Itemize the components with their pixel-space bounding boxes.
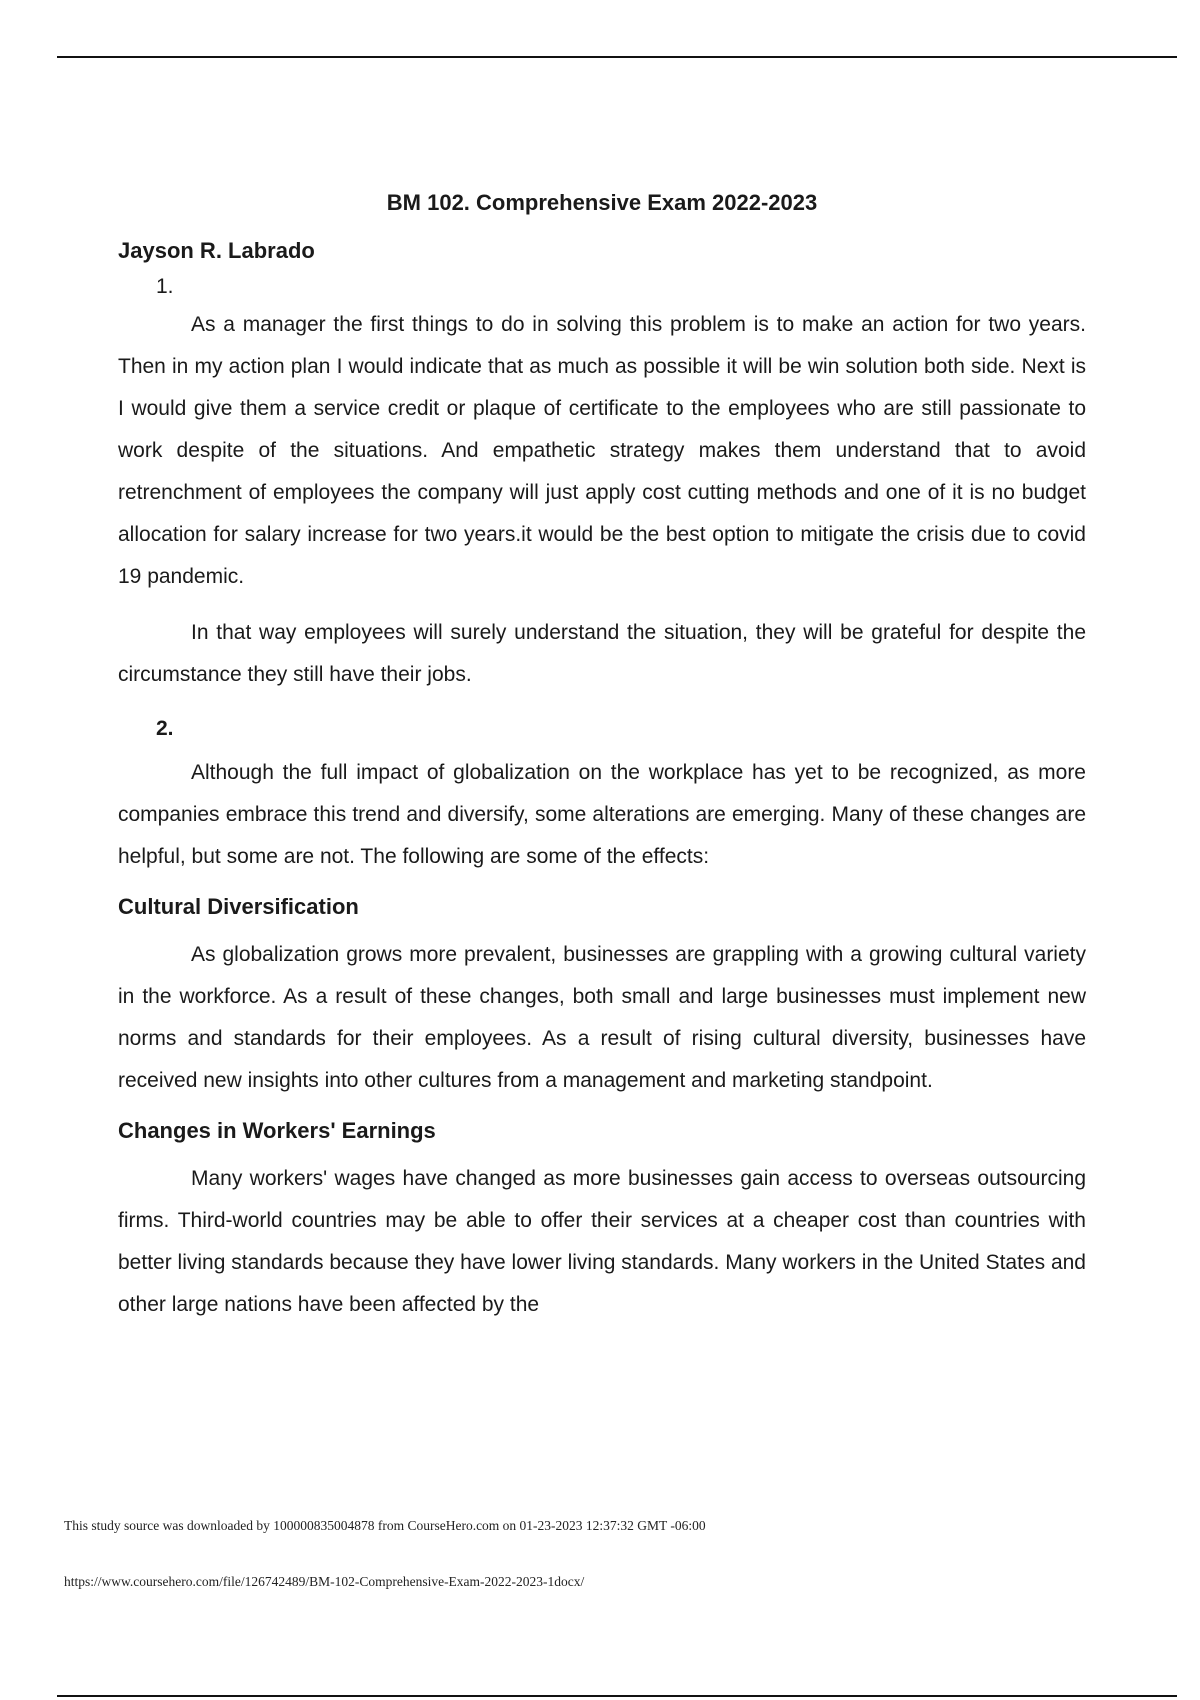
author-name: Jayson R. Labrado xyxy=(118,238,315,263)
document-title: BM 102. Comprehensive Exam 2022-2023 xyxy=(386,190,818,215)
item-2-number: 2. xyxy=(156,717,174,740)
item-1-number: 1. xyxy=(156,275,174,298)
section-text-cultural-diversification: As globalization grows more prevalent, businesses are grappling with a growing cultural variety in the workforce. As a result of these changes, both small and large businesses must implement new norms and standards for their employees. As a result of rising cultural diversity, businesses have received new insights into other cultures from a management and marketing standpoint. xyxy=(118,943,1086,1092)
download-source-note: This study source was downloaded by 100000835004878 from CourseHero.com on 01-23-2023 12:37:32 GMT -06:00 xyxy=(64,1518,706,1533)
document-page xyxy=(118,188,1086,1340)
item-2-intro: Although the full impact of globalization on the workplace has yet to be recognized, as more companies embrace this trend and diversify, some alterations are emerging. Many of these changes are helpful, but some are not. The following are some of the effects: xyxy=(118,761,1086,868)
section-heading-workers-earnings: Changes in Workers' Earnings xyxy=(118,1118,436,1143)
item-1-paragraph-2: In that way employees will surely understand the situation, they will be grateful for despite the circumstance they still have their jobs. xyxy=(118,621,1086,686)
section-heading-cultural-diversification: Cultural Diversification xyxy=(118,894,359,919)
bottom-rule xyxy=(57,1695,1177,1697)
section-text-workers-earnings: Many workers' wages have changed as more businesses gain access to overseas outsourcing firms. Third-world countries may be able to offer their services at a cheaper cost than countries with better living standards because they have lower living standards. Many workers in the United States and other large nations have been affected by the xyxy=(118,1167,1086,1316)
top-rule xyxy=(57,56,1177,58)
source-url[interactable]: https://www.coursehero.com/file/126742489/BM-102-Comprehensive-Exam-2022-2023-1docx/ xyxy=(64,1574,585,1589)
item-1-paragraph-1: As a manager the first things to do in solving this problem is to make an action for two years. Then in my action plan I would indicate that as much as possible it will be win solution both side. Next is I would give them a service credit or plaque of certificate to the employees who are still passionate to work despite of the situations. And empathetic strategy makes them understand that to avoid retrenchment of employees the company will just apply cost cutting methods and one of it is no budget allocation for salary increase for two years.it would be the best option to mitigate the crisis due to covid 19 pandemic. xyxy=(118,313,1086,588)
